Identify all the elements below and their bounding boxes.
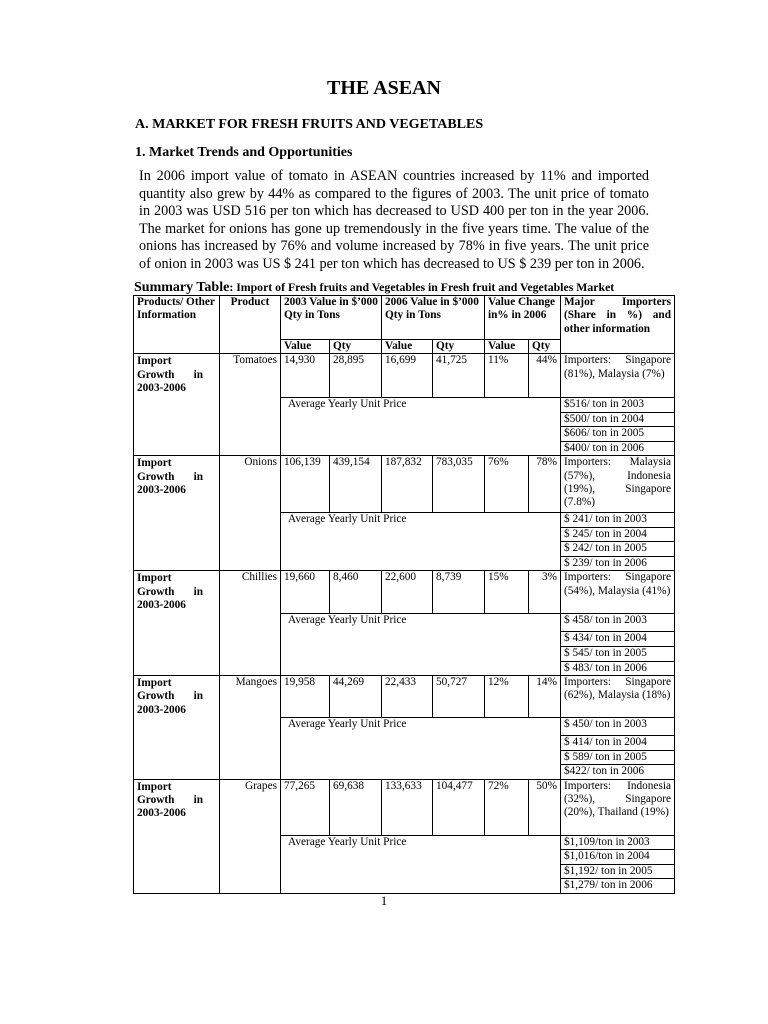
unit-price-cell: $ 245/ ton in 2004 xyxy=(561,527,675,542)
subheader-value-change: Value xyxy=(485,339,529,354)
average-price-label: Average Yearly Unit Price xyxy=(281,398,561,456)
qty-2006-cell: 104,477 xyxy=(433,779,485,835)
body-paragraph: In 2006 import value of tomato in ASEAN countries increased by 11% and imported quantity also grew by 44% as compared to the figures of 2003. The unit price of tomato in 2003 was USD 516 per ton which has decreased to USD 400 per ton in the year 2006. The market for onions has gone up tremendously in the five years time. The value of the onions has increased by 76% and volume increased by 78% in five years. The unit price of onion in 2003 was US $ 241 per ton which has decreased to US $ 239 per ton in 2006. xyxy=(139,168,649,272)
unit-price-cell: $606/ ton in 2005 xyxy=(561,427,675,442)
unit-price-cell: $ 545/ ton in 2005 xyxy=(561,647,675,662)
row-label-cell xyxy=(134,456,220,571)
row-label: Import Growth in 2003-2006 xyxy=(137,572,203,611)
importers-cell: Importers: Singapore (54%), Malaysia (41%) xyxy=(561,571,675,614)
row-label-cell xyxy=(134,676,220,780)
value-2006-cell: 133,633 xyxy=(382,779,433,835)
unit-price-cell: $1,192/ ton in 2005 xyxy=(561,864,675,879)
product-row-chillies xyxy=(134,571,675,614)
qty-change-cell: 78% xyxy=(529,456,561,513)
qty-2003-cell: 28,895 xyxy=(330,354,382,398)
unit-price-cell: $400/ ton in 2006 xyxy=(561,441,675,456)
product-row-onions xyxy=(134,456,675,513)
product-name: Mangoes xyxy=(220,676,281,780)
product-name: Grapes xyxy=(220,779,281,893)
qty-2006-cell: 8,739 xyxy=(433,571,485,614)
qty-change-cell: 50% xyxy=(529,779,561,835)
product-row-grapes xyxy=(134,779,675,835)
value-change-cell: 76% xyxy=(485,456,529,513)
unit-price-cell: $1,279/ ton in 2006 xyxy=(561,879,675,894)
unit-price-cell: $1,109/ton in 2003 xyxy=(561,835,675,850)
summary-table xyxy=(133,295,675,894)
unit-price-cell: $ 414/ ton in 2004 xyxy=(561,736,675,751)
qty-change-cell: 44% xyxy=(529,354,561,398)
value-2003-cell: 77,265 xyxy=(281,779,330,835)
header-major-importers: Major Importers (Share in %) and other information xyxy=(561,296,675,354)
value-change-cell: 12% xyxy=(485,676,529,718)
unit-price-cell: $ 589/ ton in 2005 xyxy=(561,750,675,765)
unit-price-cell: $ 458/ ton in 2003 xyxy=(561,614,675,632)
average-price-label: Average Yearly Unit Price xyxy=(281,835,561,893)
qty-2006-cell: 783,035 xyxy=(433,456,485,513)
unit-price-cell: $ 450/ ton in 2003 xyxy=(561,717,675,735)
product-name: Tomatoes xyxy=(220,354,281,456)
value-change-cell: 72% xyxy=(485,779,529,835)
row-label: Import Growth in 2003-2006 xyxy=(137,355,203,394)
product-name: Onions xyxy=(220,456,281,571)
row-label-cell xyxy=(134,354,220,456)
value-2006-cell: 22,433 xyxy=(382,676,433,718)
unit-price-cell: $ 242/ ton in 2005 xyxy=(561,542,675,557)
average-price-label: Average Yearly Unit Price xyxy=(281,614,561,676)
unit-price-cell: $422/ ton in 2006 xyxy=(561,765,675,780)
row-label: Import Growth in 2003-2006 xyxy=(137,457,203,496)
qty-2003-cell: 8,460 xyxy=(330,571,382,614)
unit-price-cell: $ 241/ ton in 2003 xyxy=(561,513,675,528)
value-2003-cell: 19,958 xyxy=(281,676,330,718)
qty-2003-cell: 44,269 xyxy=(330,676,382,718)
header-products: Products/ Other Information xyxy=(134,296,220,354)
header-value-change: Value Change in% in 2006 xyxy=(485,296,561,340)
subheader-value-2003: Value xyxy=(281,339,330,354)
value-2003-cell: 19,660 xyxy=(281,571,330,614)
value-2003-cell: 106,139 xyxy=(281,456,330,513)
unit-price-cell: $1,016/ton in 2004 xyxy=(561,850,675,865)
summary-table-body xyxy=(134,296,675,894)
header-2006: 2006 Value in $’000 Qty in Tons xyxy=(382,296,485,340)
unit-price-cell: $ 434/ ton in 2004 xyxy=(561,632,675,647)
qty-2006-cell: 50,727 xyxy=(433,676,485,718)
value-2006-cell: 187,832 xyxy=(382,456,433,513)
row-label-cell xyxy=(134,571,220,676)
value-change-cell: 15% xyxy=(485,571,529,614)
value-2003-cell: 14,930 xyxy=(281,354,330,398)
table-header-row xyxy=(134,296,675,340)
summary-table-description: : Import of Fresh fruits and Vegetables in Fresh fruit and Vegetables Market xyxy=(229,280,615,294)
row-label: Import Growth in 2003-2006 xyxy=(137,677,203,716)
value-2006-cell: 22,600 xyxy=(382,571,433,614)
importers-cell: Importers: Singapore (62%), Malaysia (18%) xyxy=(561,676,675,718)
importers-cell: Importers: Singapore (81%), Malaysia (7%) xyxy=(561,354,675,398)
header-product: Product xyxy=(220,296,281,354)
header-2003: 2003 Value in $’000 Qty in Tons xyxy=(281,296,382,340)
summary-table-caption xyxy=(134,278,614,296)
subheader-qty-2006: Qty xyxy=(433,339,485,354)
subsection-heading-1: 1. Market Trends and Opportunities xyxy=(135,145,353,160)
summary-table-label: Summary Table xyxy=(134,280,230,295)
row-label: Import Growth in 2003-2006 xyxy=(137,780,203,820)
unit-price-cell: $516/ ton in 2003 xyxy=(561,398,675,413)
qty-change-cell: 14% xyxy=(529,676,561,718)
qty-2003-cell: 439,154 xyxy=(330,456,382,513)
importers-cell: Importers: Indonesia (32%), Singapore (20%), Thailand (19%) xyxy=(561,779,675,835)
unit-price-cell: $500/ ton in 2004 xyxy=(561,412,675,427)
subheader-value-2006: Value xyxy=(382,339,433,354)
subheader-qty-2003: Qty xyxy=(330,339,382,354)
product-row-mangoes xyxy=(134,676,675,718)
page-title: THE ASEAN xyxy=(327,77,441,99)
subheader-qty-change: Qty xyxy=(529,339,561,354)
qty-change-cell: 3% xyxy=(529,571,561,614)
qty-2003-cell: 69,638 xyxy=(330,779,382,835)
unit-price-cell: $ 239/ ton in 2006 xyxy=(561,556,675,571)
importers-cell: Importers: Malaysia (57%), Indonesia (19%), Singapore (7.8%) xyxy=(561,456,675,513)
average-price-label: Average Yearly Unit Price xyxy=(281,513,561,571)
section-heading-a: A. MARKET FOR FRESH FRUITS AND VEGETABLES xyxy=(135,117,484,132)
unit-price-cell: $ 483/ ton in 2006 xyxy=(561,661,675,676)
value-change-cell: 11% xyxy=(485,354,529,398)
product-name: Chillies xyxy=(220,571,281,676)
row-label-cell xyxy=(134,779,220,893)
average-price-label: Average Yearly Unit Price xyxy=(281,717,561,779)
value-2006-cell: 16,699 xyxy=(382,354,433,398)
product-row-tomatoes xyxy=(134,354,675,398)
page-number: 1 xyxy=(380,893,388,908)
qty-2006-cell: 41,725 xyxy=(433,354,485,398)
